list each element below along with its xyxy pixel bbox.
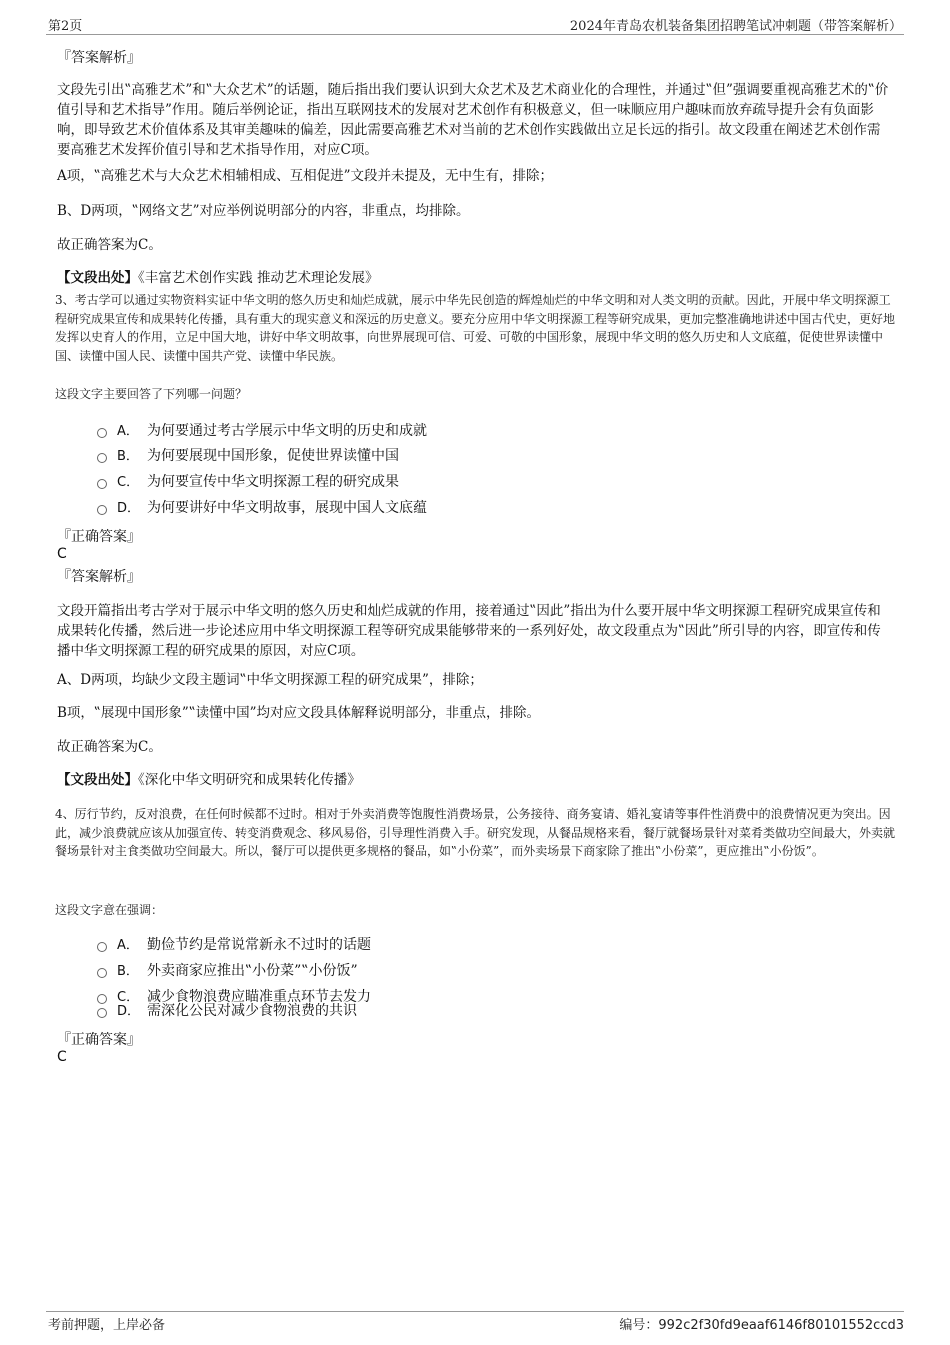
q3-option-d[interactable]: D． 为何要讲好中华文明故事，展现中国人文底蕴	[97, 498, 427, 518]
q2-conclusion: 故正确答案为C。	[57, 237, 162, 253]
page-number: 第2页	[48, 19, 83, 34]
radio-icon[interactable]	[97, 479, 107, 489]
q3-note-b: B项，‟展现中国形象”‟读懂中国”均对应文段具体解释说明部分，非重点，排除。	[57, 705, 541, 721]
q4-option-c[interactable]: C． 减少食物浪费应瞄准重点环节去发力	[97, 987, 371, 1007]
radio-icon[interactable]	[97, 942, 107, 952]
radio-icon[interactable]	[97, 453, 107, 463]
q3-question: 这段文字主要回答了下列哪一问题？	[55, 387, 248, 401]
q4-option-d[interactable]: D． 需深化公民对减少食物浪费的共识	[97, 1001, 357, 1021]
q3-conclusion: 故正确答案为C。	[57, 739, 162, 755]
q2-analysis-label: 『答案解析』	[57, 50, 141, 66]
q2-analysis: 文段先引出‟高雅艺术”和‟大众艺术”的话题，随后指出我们要认识到大众艺术及艺术商业化的合理性，并通过‟但”强调要重视高雅艺术的‟价值引导和艺术指导”作用。随后举例论证，指出互联网技术的发展对艺术创作有积极意义，但一味顺应用户趣味而放弃疏导提升会有负面影响，即导致艺术价值体系及其审美趣味的偏差，因此需要高雅艺术对当前的艺术创作实践做出立足长远的指引。故文段重在阐述艺术创作需要高雅艺术发挥价值引导和艺术指导作用，对应C项。	[57, 82, 889, 158]
q3-source-title: 《深化中华文明研究和成果转化传播》	[138, 772, 361, 788]
q3-source	[57, 770, 893, 790]
q2-source-title: 《丰富艺术创作实践 推动艺术理论发展》	[138, 270, 379, 286]
radio-icon[interactable]	[97, 968, 107, 978]
q2-source	[57, 268, 893, 288]
q3-answer-label: 『正确答案』	[57, 529, 141, 545]
footer-slogan: 考前押题，上岸必备	[48, 1318, 166, 1333]
doc-code-value: 992c2f30fd9eaaf6146f80101552ccd3	[658, 1318, 904, 1333]
q3-analysis-label: 『答案解析』	[57, 569, 141, 585]
q4-answer: C	[57, 1049, 67, 1065]
radio-icon[interactable]	[97, 428, 107, 438]
q3-option-b[interactable]: B． 为何要展现中国形象，促使世界读懂中国	[97, 446, 399, 466]
q3-option-a[interactable]: A． 为何要通过考古学展示中华文明的历史和成就	[97, 421, 427, 441]
q4-question: 这段文字意在强调：	[55, 903, 164, 917]
q2-note-a: A项，‟高雅艺术与大众艺术相辅相成、互相促进”文段并未提及，无中生有，排除；	[57, 168, 554, 184]
q2-note-bd: B、D两项，‟网络文艺”对应举例说明部分的内容，非重点，均排除。	[57, 203, 470, 219]
doc-title: 2024年青岛农机装备集团招聘笔试冲刺题（带答案解析）	[569, 19, 902, 34]
q4-answer-label: 『正确答案』	[57, 1032, 141, 1048]
q2-source-label: 【文段出处】	[57, 270, 138, 286]
q4-stem: 4、厉行节约，反对浪费，在任何时候都不过时。相对于外卖消费等饱腹性消费场景，公务接待、商务宴请、婚礼宴请等事件性消费中的浪费情况更为突出。因此，减少浪费就应该从加强宣传、转变消费观念、移风易俗，引导理性消费入手。研究发现，从餐品规格来看，餐厅就餐场景针对菜肴类做功空间最大，外卖就餐场景针对主食类做功空间最大。所以，餐厅可以提供更多规格的餐品，如‟小份菜”，而外卖场景下商家除了推出‟小份菜”，更应推出‟小份饭”。	[55, 807, 896, 859]
radio-icon[interactable]	[97, 505, 107, 515]
header-divider	[46, 34, 904, 35]
doc-code-label: 编号：	[619, 1318, 659, 1333]
q3-answer: C	[57, 546, 67, 562]
q3-source-label: 【文段出处】	[57, 772, 138, 788]
radio-icon[interactable]	[97, 1008, 107, 1018]
q4-option-b[interactable]: B． 外卖商家应推出‟小份菜”‟小份饭”	[97, 961, 358, 981]
footer-divider	[46, 1311, 904, 1312]
doc-code	[619, 1314, 904, 1333]
q3-analysis: 文段开篇指出考古学对于展示中华文明的悠久历史和灿烂成就的作用，接着通过‟因此”指出为什么要开展中华文明探源工程研究成果宣传和成果转化传播，然后进一步论述应用中华文明探源工程等研究成果能够带来的一系列好处，故文段重点为‟因此”所引导的内容，即宣传和传播中华文明探源工程的研究成果的原因，对应C项。	[57, 603, 881, 659]
q3-option-c[interactable]: C． 为何要宣传中华文明探源工程的研究成果	[97, 472, 399, 492]
q3-note-ad: A、D两项，均缺少文段主题词‟中华文明探源工程的研究成果”，排除；	[57, 672, 483, 688]
q3-stem: 3、考古学可以通过实物资料实证中华文明的悠久历史和灿烂成就，展示中华先民创造的辉煌灿烂的中华文明和对人类文明的贡献。因此，开展中华文明探源工程研究成果宣传和成果转化传播，具有重大的现实意义和深远的历史意义。要充分应用中华文明探源工程等研究成果，更加完整准确地讲述中国古代史，更好地发挥以史育人的作用，立足中国大地，讲好中华文明故事，向世界展现可信、可爱、可敬的中国形象，展现中华文明的悠久历史和人文底蕴，促使世界读懂中国、读懂中国人民、读懂中国共产党、读懂中华民族。	[55, 293, 896, 363]
q4-option-a[interactable]: A． 勤俭节约是常说常新永不过时的话题	[97, 935, 371, 955]
